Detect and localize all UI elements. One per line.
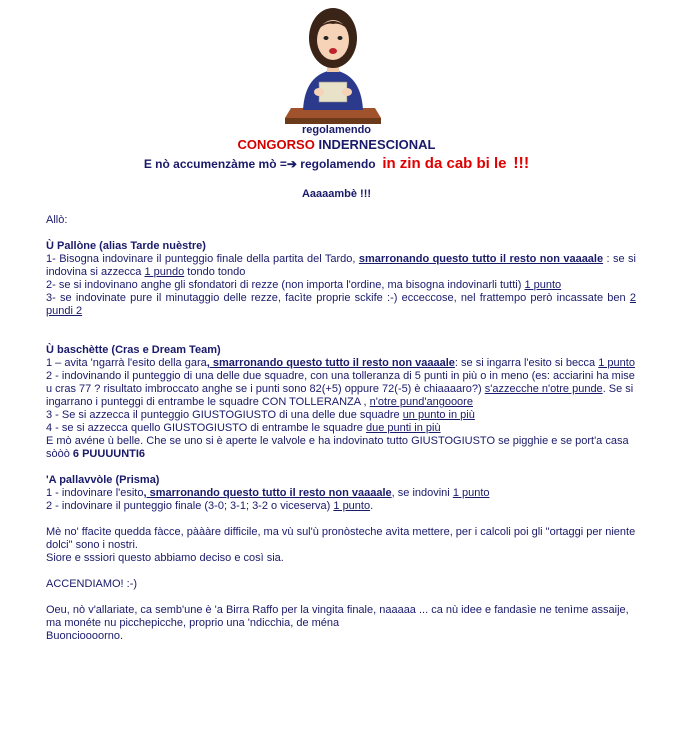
points-link[interactable]: 1 pundo <box>144 266 185 278</box>
rule-text: 1 – avita 'ngarrà l'esito della gara, smarronando questo tutto il resto non vaaaale: se si ingarra l'esito si becca 1 punto <box>46 357 635 369</box>
subtitle: regolamendo <box>301 124 372 136</box>
points-link[interactable]: due punti in più <box>365 422 441 434</box>
rule-text: 4 - se si azzecca quello GIUSTOGIUSTO di entrambe le squadre due punti in più <box>46 422 441 434</box>
allo: Allò: <box>46 214 68 226</box>
title-part2: INDERNESCIONAL <box>318 137 436 152</box>
rule-text: 2 - indovinando il punteggio di una delle due squadre, con una tolleranza di 5 punti in più o in meno (es: acciarini ha mise u cras 77 ? risultato imbroccato anghe se i punti sono 82(+5) oppure 72(-5) è chiaaaaro?) s'azzecche n'otre punde. Se si ingarrano i punteggi di entrambe le squadre CON TOLLERANZA , n'otre pund'angooore <box>46 370 635 408</box>
rule-text: 3- se indovinate pure il minutaggio delle rezze, facìte proprie sckife :-) ecceccose, nel frattempo però incassate ben 2 pundi 2 <box>46 292 636 317</box>
rule-text: 1- Bisogna indovinare il punteggio finale della partita del Tardo, smarronando questo tutto il resto non vaaaale : se si indovina si azzecca 1 pundo tondo tondo <box>46 253 636 278</box>
section-heading-baschette: Ù baschètte (Cras e Dream Team) <box>46 344 221 356</box>
paragraph: Siore e sssiori questo abbiamo deciso e così sia. <box>46 552 284 564</box>
points-link[interactable]: s'azzecche n'otre punde <box>484 383 603 395</box>
intro-line <box>0 155 673 173</box>
paragraph: ACCENDIAMO! :-) <box>46 578 138 590</box>
paragraph: Oeu, nò v'allariate, ca semb'une è 'a Birra Raffo per la vingita finale, naaaaa ... ca nù idee e fandasìe ne tenìme assaije, ma monéte nu picchepicche, proprio una 'ndicchia, de ména <box>46 604 629 629</box>
paragraph: Buoncioooorno. <box>46 630 124 642</box>
rule-text: 2- se si indovinano anghe gli sfondatori di rezze (non importa l'ordine, ma bisogna indovinarli tutti) 1 punto <box>46 279 562 291</box>
rule-link[interactable]: , smarronando questo tutto il resto non vaaaale <box>143 487 392 499</box>
intro-red: in zin da cab bi le <box>382 155 507 172</box>
title-part1: CONGORSO <box>237 137 315 152</box>
rule-link[interactable]: smarronando questo tutto il resto non vaaaale <box>358 253 604 265</box>
section-heading-pallone: Ù Pallòne (alias Tarde nuèstre) <box>46 240 206 252</box>
rule-text: E mò avéne ù belle. Che se uno si è aperte le valvole e ha indovinato tutto GIUSTOGIUSTO se pigghie e se port'a casa sòòò 6 PUUUUNTI6 <box>46 435 629 460</box>
rule-text: 3 - Se si azzecca il punteggio GIUSTOGIUSTO di una delle due squadre un punto in più <box>46 409 475 421</box>
presenter-illustration <box>281 4 385 126</box>
points-link[interactable]: 1 punto <box>524 279 562 291</box>
paragraph: Mè no' ffacìte quedda fàcce, pàààre difficile, ma vù sul'ù pronòsteche avìta mettere, per i calcoli poi gli "ortaggi per niente dolci" sono i nostri. <box>46 526 636 551</box>
section-heading-pallavvole: 'A pallavvòle (Prisma) <box>46 474 160 486</box>
intro-text: E nò accumenzàme mò <box>143 157 277 171</box>
cheer: Aaaaambè !!! <box>301 188 372 200</box>
arrow-icon: =➔ <box>279 157 297 171</box>
intro-link: regolamendo <box>300 157 376 171</box>
points-link[interactable]: 1 punto <box>333 500 371 512</box>
rule-text: 1 - indovinare l'esito, smarronando questo tutto il resto non vaaaale, se indovini 1 punto <box>46 487 490 499</box>
points-link[interactable]: un punto in più <box>402 409 475 421</box>
intro-bang: !!! <box>513 155 530 172</box>
rules-body <box>46 214 636 643</box>
rule-text: 2 - indovinare il punteggio finale (3-0; 3-1; 3-2 o viceserva) 1 punto. <box>46 500 374 512</box>
page-title <box>0 137 673 152</box>
rule-link[interactable]: , smarronando questo tutto il resto non vaaaale <box>206 357 455 369</box>
points-link[interactable]: 1 punto <box>452 487 490 499</box>
points-link[interactable]: n'otre pund'angooore <box>369 396 473 408</box>
points-link[interactable]: 1 punto <box>598 357 635 369</box>
points-link[interactable]: 2 pundi 2 <box>46 292 636 317</box>
